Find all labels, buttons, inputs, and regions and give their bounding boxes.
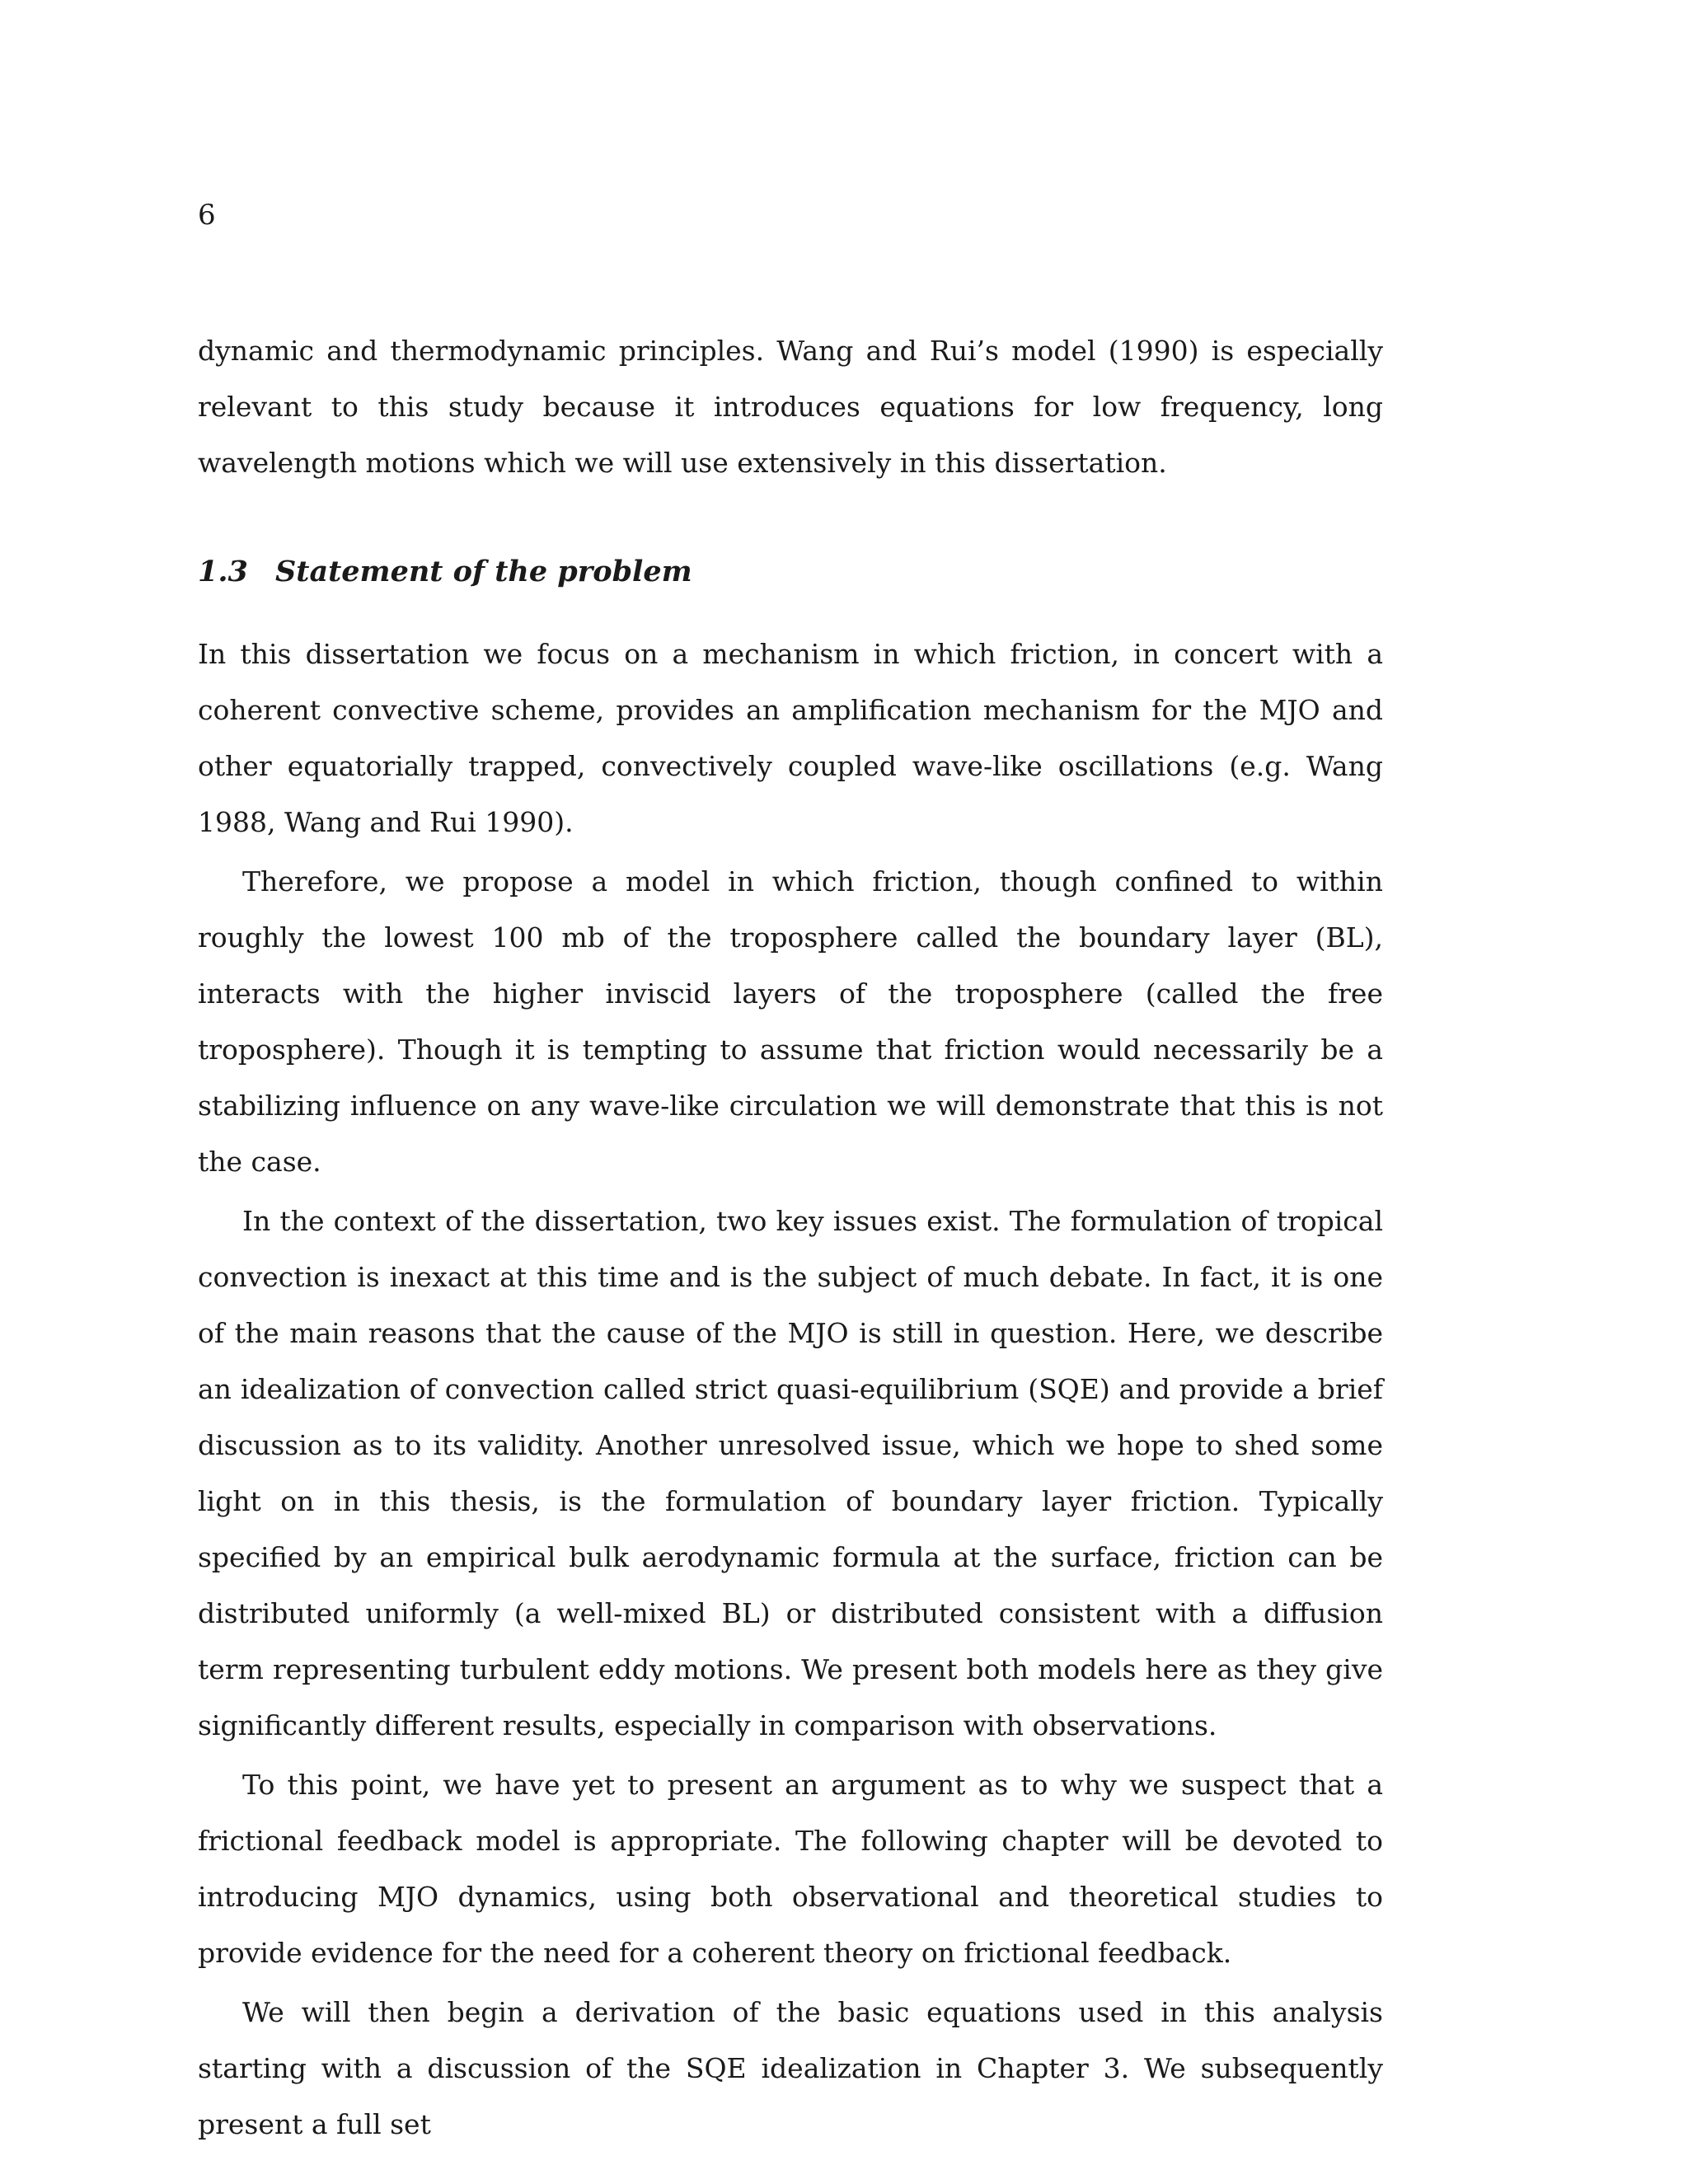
intro-paragraph: dynamic and thermodynamic principles. Wang and Rui’s model (1990) is especially relevant to this study because it introduces equations for low frequency, long wavelength motions which we will use extensively in this dissertation. (198, 335, 1383, 479)
section-number: 1.3 (198, 555, 248, 588)
body-paragraph-1: In this dissertation we focus on a mechanism in which friction, in concert with a coherent convective scheme, provides an amplification mechanism for the MJO and other equatorially trapped, convectively coupled wave-like oscillations (e.g. Wang 1988, Wang and Rui 1990). (198, 638, 1383, 838)
page-number: 6 (198, 199, 216, 232)
body-paragraph-5: We will then begin a derivation of the basic equations used in this analysis starting with a discussion of the SQE idealization in Chapter 3. We subsequently present a full set (198, 1996, 1383, 2140)
page-body (198, 323, 1383, 2153)
body-paragraph-3: In the context of the dissertation, two key issues exist. The formulation of tropical convection is inexact at this time and is the subject of much debate. In fact, it is one of the main reasons that the cause of the MJO is still in question. Here, we describe an idealization of convection called strict quasi-equilibrium (SQE) and provide a brief discussion as to its validity. Another unresolved issue, which we hope to shed some light on in this thesis, is the formulation of boundary layer friction. Typically specified by an empirical bulk aerodynamic formula at the surface, friction can be distributed uniformly (a well-mixed BL) or distributed consistent with a diffusion term representing turbulent eddy motions. We present both models here as they give significantly different results, especially in comparison with observations. (198, 1205, 1383, 1741)
section-heading (198, 555, 1383, 588)
body-paragraph-2: Therefore, we propose a model in which friction, though confined to within roughly the lowest 100 mb of the troposphere called the boundary layer (BL), interacts with the higher inviscid layers of the troposphere (called the free troposphere). Though it is tempting to assume that friction would necessarily be a stabilizing influence on any wave-like circulation we will demonstrate that this is not the case. (198, 865, 1383, 1178)
section-title: Statement of the problem (275, 555, 692, 588)
body-paragraph-4: To this point, we have yet to present an argument as to why we suspect that a frictional feedback model is appropriate. The following chapter will be devoted to introducing MJO dynamics, using both observational and theoretical studies to provide evidence for the need for a coherent theory on frictional feedback. (198, 1769, 1383, 1969)
